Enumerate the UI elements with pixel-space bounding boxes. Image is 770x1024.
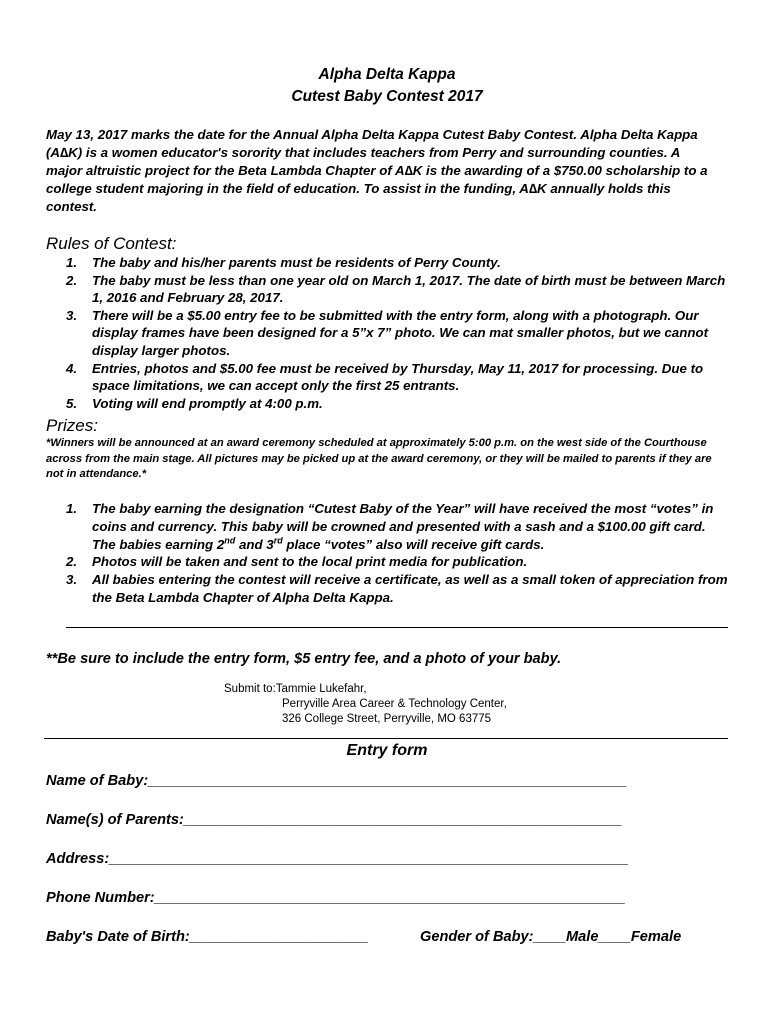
address-field[interactable]: Address:________________________________________________________________ — [46, 851, 629, 867]
entry-form-divider — [44, 738, 728, 739]
date-of-birth-field[interactable]: Baby's Date of Birth:______________________ — [46, 929, 369, 945]
contest-title: Cutest Baby Contest 2017 — [291, 88, 483, 105]
submit-address: 326 College Street, Perryville, MO 63775 — [282, 713, 492, 725]
section-divider — [66, 627, 728, 628]
org-title: Alpha Delta Kappa — [318, 66, 456, 83]
submit-org: Perryville Area Career & Technology Center, — [282, 698, 507, 710]
submit-label-line — [224, 682, 367, 697]
rules-list — [46, 254, 728, 412]
baby-name-field[interactable]: Name of Baby:___________________________________________________________ — [46, 773, 628, 789]
winners-notice: *Winners will be announced at an award ceremony scheduled at approximately 5:00 p.m. on the west side of the Courthouse across from the main stage. All pictures may be picked up at the award ceremony, or they will be mailed to parents if they are not in attendance.* — [46, 437, 712, 481]
prize-item: 3. All babies entering the contest will receive a certificate, as well as a small token of appreciation from the Beta Lambda Chapter of Alpha Delta Kappa. — [66, 572, 728, 605]
rule-item: 1. The baby and his/her parents must be residents of Perry County. — [66, 255, 501, 270]
gender-field[interactable]: Gender of Baby:____Male____Female — [420, 929, 682, 945]
prizes-list — [46, 500, 728, 607]
reminder-text: **Be sure to include the entry form, $5 entry fee, and a photo of your baby. — [46, 651, 562, 667]
submit-label: Submit to: — [224, 683, 276, 695]
prize-item: 1. The baby earning the designation “Cutest Baby of the Year” will have received the most “votes” in coins and currency. This baby will be crowned and presented with a sash and a $100.00 gift card. The babies earning 2nd and 3rd place “votes” also will receive gift cards. — [66, 501, 714, 552]
phone-number-field[interactable]: Phone Number:__________________________________________________________ — [46, 890, 626, 906]
entry-form-title: Entry form — [346, 742, 428, 759]
submit-name: Tammie Lukefahr, — [275, 683, 367, 695]
rule-item: 4. Entries, photos and $5.00 fee must be received by Thursday, May 11, 2017 for processing. Due to space limitations, we can accept only the first 25 entrants. — [66, 360, 704, 394]
rule-item: 2. The baby must be less than one year old on March 1, 2017. The date of birth must be between March 1, 2016 and February 28, 2017. — [66, 272, 726, 306]
parents-name-field[interactable]: Name(s) of Parents:______________________________________________________ — [46, 812, 623, 828]
prizes-heading: Prizes: — [46, 416, 98, 435]
rules-heading: Rules of Contest: — [46, 234, 177, 253]
rule-item: 3. There will be a $5.00 entry fee to be submitted with the entry form, along with a photograph. Our display frames have been designed for a 5”x 7” photo. We can mat smaller photos, but we cannot display larger photos. — [66, 307, 708, 358]
intro-paragraph: May 13, 2017 marks the date for the Annual Alpha Delta Kappa Cutest Baby Contest. Alpha Delta Kappa (A∆K) is a women educator's sorority that includes teachers from Perry and surrounding counties. A major altruistic project for the Beta Lambda Chapter of A∆K is the awarding of a $750.00 scholarship to a college student majoring in the field of education. To assist in the funding, A∆K annually holds this contest. — [46, 127, 708, 214]
prize-item: 2. Photos will be taken and sent to the local print media for publication. — [66, 554, 528, 570]
rule-item: 5. Voting will end promptly at 4:00 p.m. — [66, 395, 323, 411]
